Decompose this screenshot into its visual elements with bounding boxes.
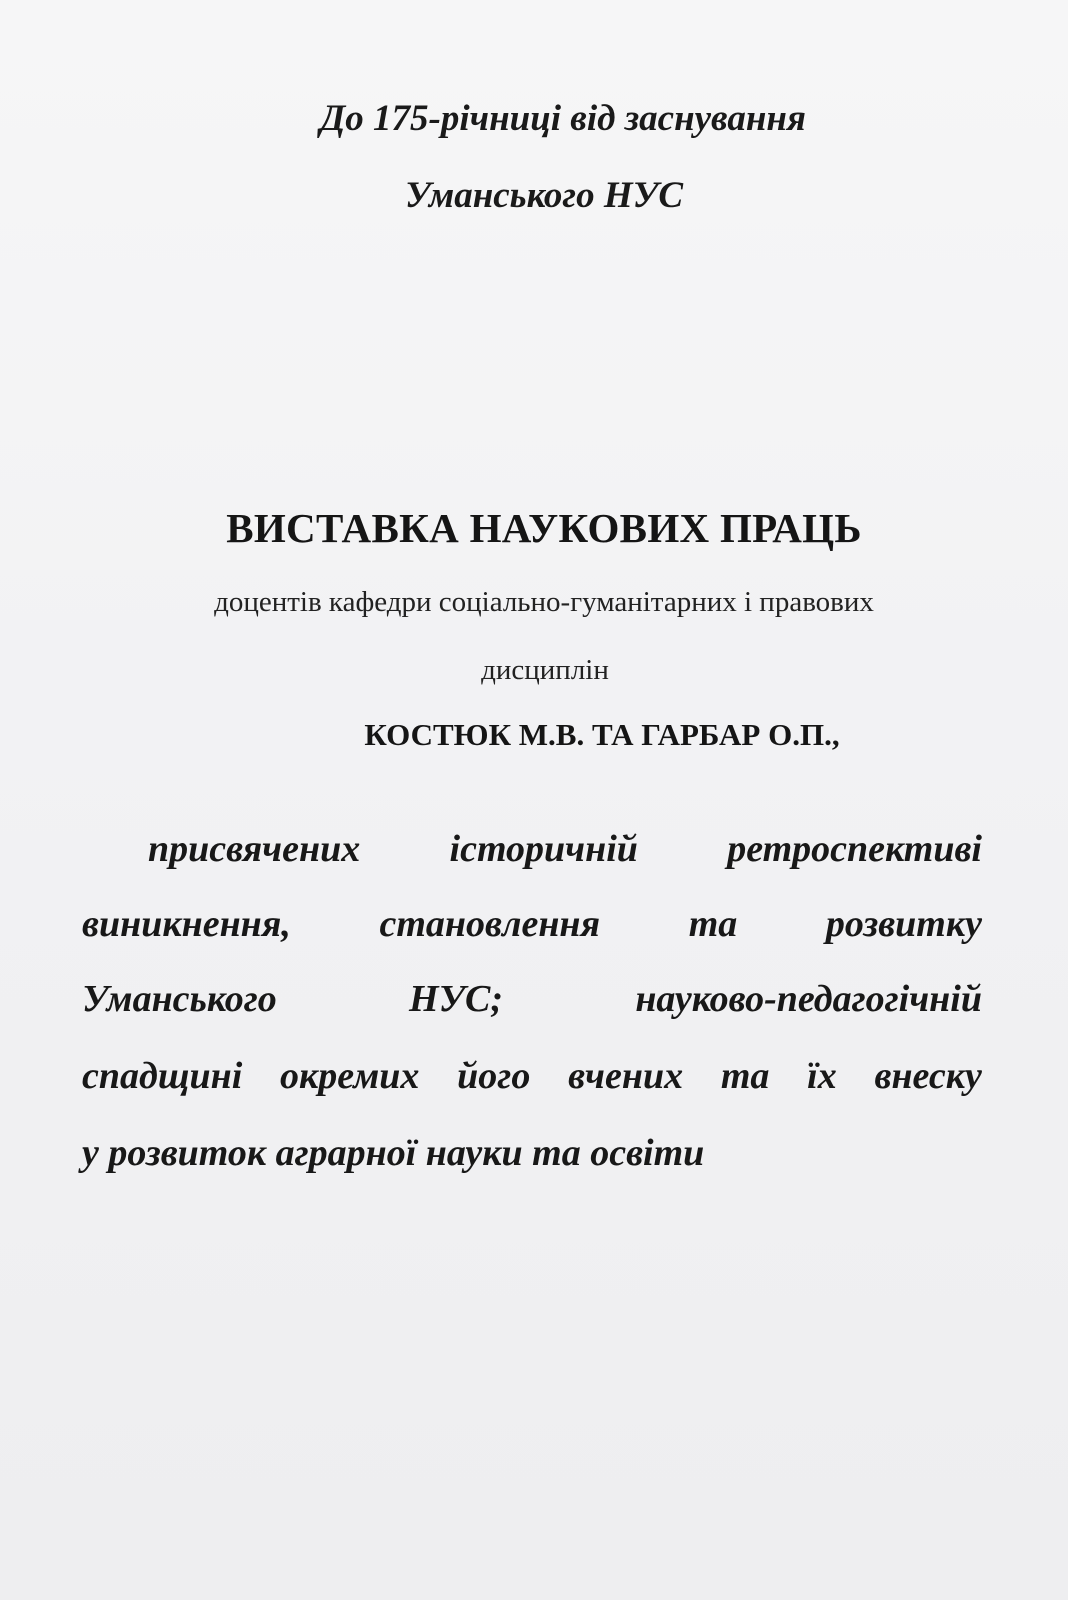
- dedication-line-2: Уманського НУС: [404, 175, 684, 216]
- dedication-line-1: До 175-річниці від заснування: [320, 98, 806, 139]
- description-line-5: у розвиток аграрної науки та освіти: [82, 1132, 705, 1174]
- description-line-2: виникнення, становлення та розвитку: [82, 903, 982, 945]
- description-line-3: Уманського НУС; науково-педагогічній: [82, 978, 982, 1020]
- subtitle-line-1: доцентів кафедри соціально-гуманітарних і правових: [214, 586, 874, 618]
- description-line-4: спадщині окремих його вчених та їх внеску: [82, 1055, 982, 1097]
- exhibition-title: ВИСТАВКА НАУКОВИХ ПРАЦЬ: [226, 505, 862, 551]
- subtitle-line-2: дисциплін: [481, 654, 609, 686]
- description-line-1: присвячених історичній ретроспективі: [148, 828, 982, 870]
- authors: КОСТЮК М.В. ТА ГАРБАР О.П.,: [364, 717, 840, 752]
